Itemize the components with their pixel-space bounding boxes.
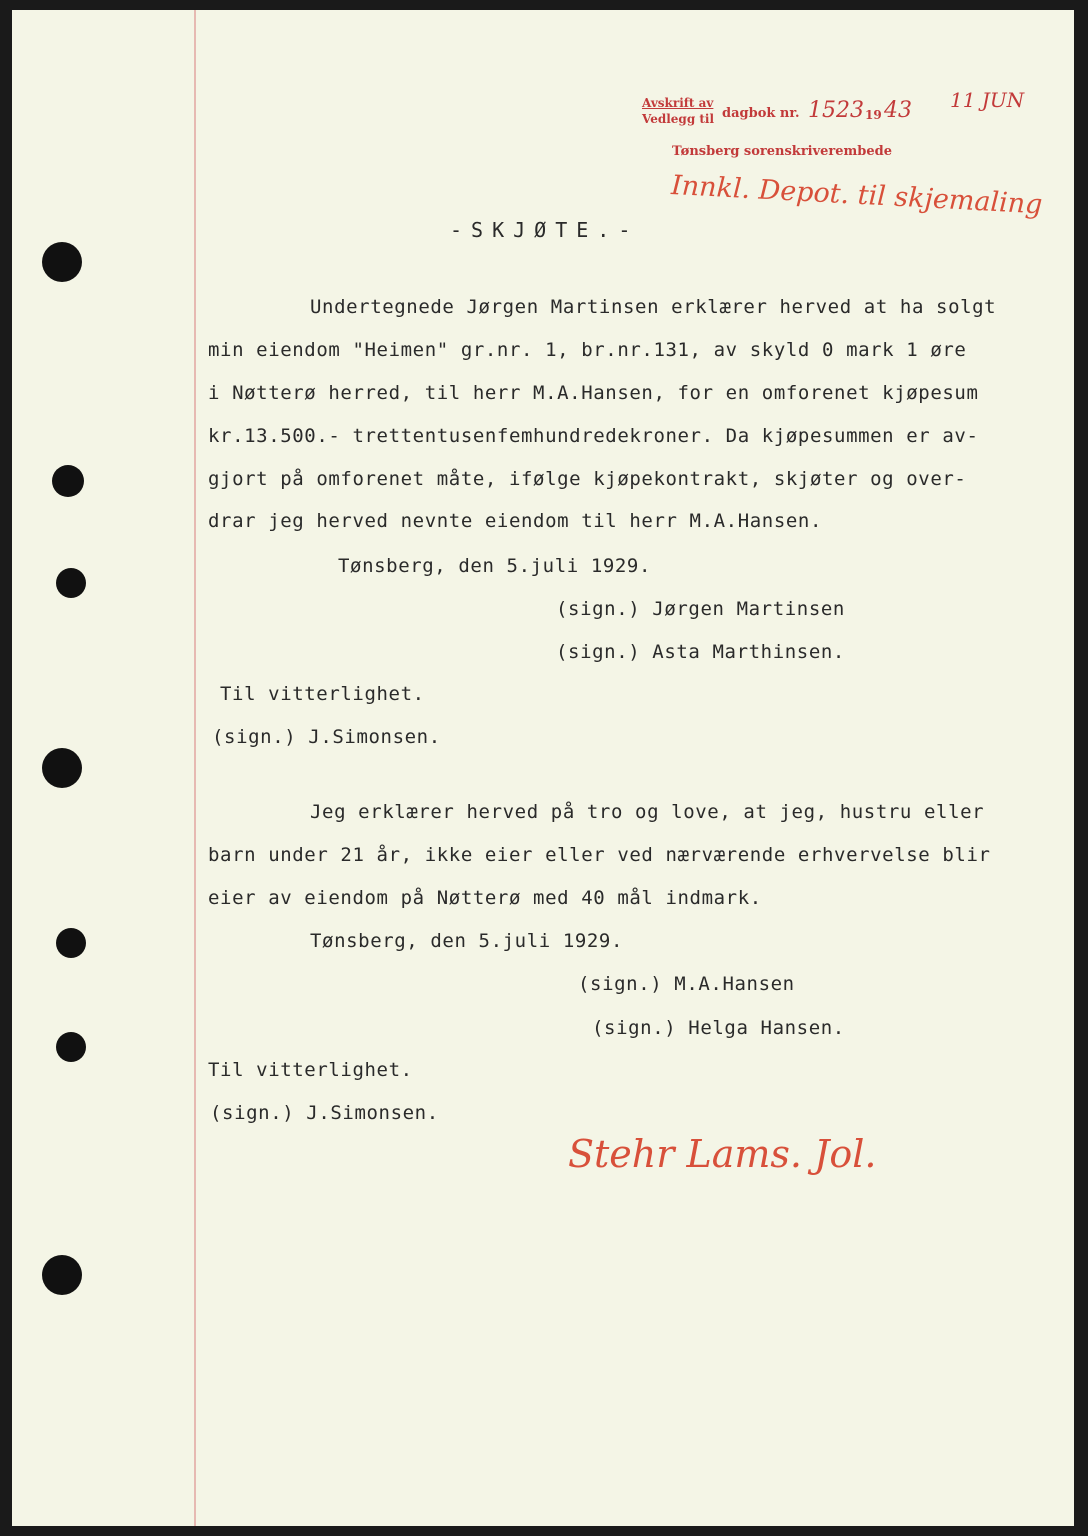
stamp-dagbok-label: dagbok nr. <box>722 106 800 121</box>
text-line: barn under 21 år, ikke eier eller ved nærværende erhvervelse blir <box>208 844 991 866</box>
text-line: Jeg erklærer herved på tro og love, at jeg, hustru eller <box>310 801 985 823</box>
signature-line: (sign.) Helga Hansen. <box>592 1017 845 1039</box>
punch-hole <box>42 1255 82 1295</box>
text-line: i Nøtterø herred, til herr M.A.Hansen, for en omforenet kjøpesum <box>208 382 979 404</box>
punch-hole <box>42 748 82 788</box>
witness-signature: (sign.) J.Simonsen. <box>210 1102 439 1124</box>
stamp-date: 11 JUN <box>950 88 1025 112</box>
stamp-year-prefix: 19 <box>865 108 882 122</box>
signature-line: (sign.) M.A.Hansen <box>578 973 795 995</box>
punch-hole <box>56 1032 86 1062</box>
punch-hole <box>42 242 82 282</box>
signature-line: (sign.) Asta Marthinsen. <box>556 641 845 663</box>
stamp-number: 1523 <box>808 98 864 123</box>
text-line: min eiendom "Heimen" gr.nr. 1, br.nr.131, av skyld 0 mark 1 øre <box>208 339 967 361</box>
stamp-handwritten-note: Innkl. Depot. til skjemaling <box>670 170 1044 221</box>
witness-label: Til vitterlighet. <box>220 683 425 705</box>
margin-line <box>194 10 196 1526</box>
document-title: -SKJØTE.- <box>450 218 640 242</box>
witness-signature: (sign.) J.Simonsen. <box>212 726 441 748</box>
signature-line: (sign.) Jørgen Martinsen <box>556 598 845 620</box>
witness-label: Til vitterlighet. <box>208 1059 413 1081</box>
text-line: eier av eiendom på Nøtterø med 40 mål indmark. <box>208 887 762 909</box>
place-date: Tønsberg, den 5.juli 1929. <box>310 930 624 952</box>
stamp-office: Tønsberg sorenskriverembede <box>672 144 893 159</box>
stamp-label-avskrift: Avskrift av <box>642 96 714 110</box>
stamp-year: 43 <box>884 98 912 123</box>
handwritten-signature: Stehr Lams. Jol. <box>568 1132 877 1176</box>
document-page <box>12 10 1074 1526</box>
place-date: Tønsberg, den 5.juli 1929. <box>338 555 652 577</box>
text-line: drar jeg herved nevnte eiendom til herr M.A.Hansen. <box>208 510 822 532</box>
punch-hole <box>56 568 86 598</box>
text-line: Undertegnede Jørgen Martinsen erklærer herved at ha solgt <box>310 296 997 318</box>
punch-hole <box>56 928 86 958</box>
text-line: gjort på omforenet måte, ifølge kjøpekontrakt, skjøter og over- <box>208 468 967 490</box>
text-line: kr.13.500.- trettentusenfemhundredekroner. Da kjøpesummen er av- <box>208 425 979 447</box>
stamp-label-vedlegg: Vedlegg til <box>642 112 715 126</box>
punch-hole <box>52 465 84 497</box>
